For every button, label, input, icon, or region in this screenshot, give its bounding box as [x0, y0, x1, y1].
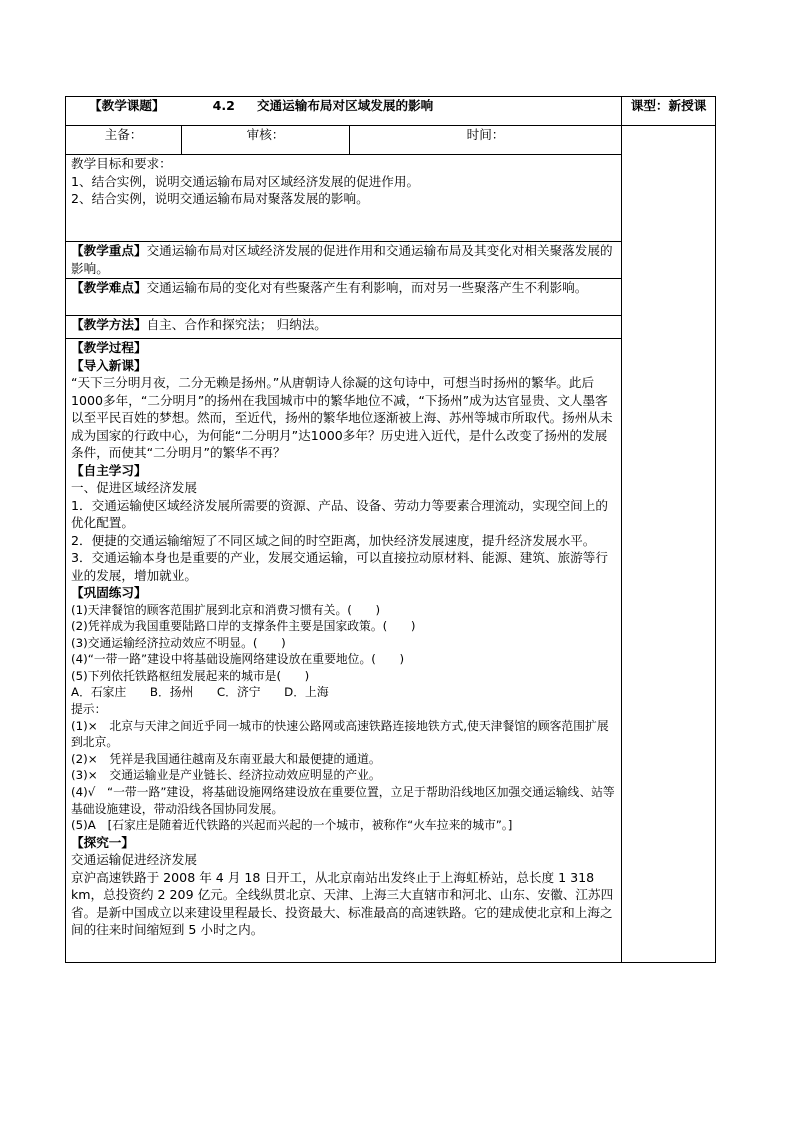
reviewer-label: 审核： [246, 127, 285, 142]
explore-title: 交通运输促进经济发展 [71, 852, 197, 868]
lesson-type: 课型：新授课 [630, 98, 707, 113]
section-one-heading: 一、促进区域经济发展 [71, 480, 197, 495]
self-study-label: 【自主学习】 [71, 462, 147, 478]
study-point: 3．交通运输本身也是重要的产业，发展交通运输，可以直接拉动原材料、能源、建筑、旅游等行业的发展，增加就业。 [71, 550, 608, 583]
hint-item: (4)√ “一带一路”建设，将基础设施网络建设放在重要位置，立足于帮助沿线地区加强交通运输线、站等基础设施建设，带动沿线各国协同发展。 [71, 785, 615, 816]
main-preparer-cell [66, 126, 182, 155]
key-points-label: 【教学重点】 [71, 243, 147, 258]
process-row [66, 339, 716, 963]
title-row [66, 97, 716, 126]
time-label: 时间： [466, 127, 505, 142]
explore-label: 【探究一】 [71, 834, 134, 850]
time-cell [350, 126, 622, 155]
practice-options: A．石家庄 B．扬州 C．济宁 D．上海 [71, 685, 329, 700]
main-preparer-label: 主备： [104, 127, 143, 142]
difficult-points-text: 交通运输布局的变化对有些聚落产生有利影响，而对另一些聚落产生不利影响。 [146, 280, 588, 295]
practice-question: (2)凭祥成为我国重要陆路口岸的支撑条件主要是国家政策。( ) [71, 619, 416, 634]
process-label: 【教学过程】 [71, 340, 147, 355]
lesson-plan-table [65, 96, 716, 963]
intro-label: 【导入新课】 [71, 357, 147, 373]
practice-label: 【巩固练习】 [71, 585, 147, 600]
methods-text: 自主、合作和探究法； 归纳法。 [146, 317, 327, 332]
objectives-cell [66, 155, 622, 242]
explore-text: 京沪高速铁路于 2008 年 4 月 18 日开工，从北京南站出发终止于上海虹桥站，总长度 1 318 km，总投资约 2 209 亿元。全线纵贯北京、天津、上海三大直辖市和河北、山东、安徽、江苏四省。是新中国成立以来建设里程最长、投资最大、标准最高的高速铁路。它的建成使北京和上海之间的往来时间缩短到 5 小时之内。 [71, 869, 614, 938]
difficult-points-cell [66, 279, 622, 316]
topic-label: 【教学课题】 [89, 98, 165, 113]
study-point: 2．便捷的交通运输缩短了不同区域之间的时空距离，加快经济发展速度，提升经济发展水平。 [71, 532, 596, 548]
process-cell [66, 339, 622, 963]
practice-question: (5)下列依托铁路枢纽发展起来的城市是( ) [71, 668, 310, 683]
reviewer-cell [182, 126, 350, 155]
hint-item: (3)× 交通运输业是产业链长、经济拉动效应明显的产业。 [71, 768, 381, 783]
lesson-type-cell [622, 97, 716, 126]
hint-label: 提示： [71, 702, 107, 717]
intro-text: “天下三分明月夜，二分无赖是扬州。”从唐朝诗人徐凝的这句诗中，可想当时扬州的繁华。此后1000多年，“二分明月”的扬州在我国城市中的繁华地位不减，“下扬州”成为达官显贵、文人墨客以至平民百姓的梦想。然而，至近代，扬州的繁华地位逐渐被上海、苏州等城市所取代。扬州从未成为国家的行政中心，为何能“二分明月”达1000多年？历史进入近代，是什么改变了扬州的发展条件，而使其“二分明月”的繁华不再？ [71, 375, 613, 460]
hint-item: (1)× 北京与天津之间近乎同一城市的快速公路网或高速铁路连接地铁方式,使天津餐馆的顾客范围扩展到北京。 [71, 718, 609, 750]
difficult-points-label: 【教学难点】 [71, 280, 147, 295]
side-notes-cell [622, 126, 716, 963]
study-point: 1．交通运输使区域经济发展所需要的资源、产品、设备、劳动力等要素合理流动，实现空间上的优化配置。 [71, 497, 608, 530]
key-points-text: 交通运输布局对区域经济发展的促进作用和交通运输布局及其变化对相关聚落发展的影响。 [71, 243, 613, 276]
practice-question: (3)交通运输经济拉动效应不明显。( ) [71, 635, 286, 650]
difficult-points-row [66, 279, 716, 316]
objective-item: 1、结合实例，说明交通运输布局对区域经济发展的促进作用。 [71, 173, 420, 189]
methods-row [66, 316, 716, 339]
methods-label: 【教学方法】 [71, 317, 147, 332]
key-points-cell [66, 242, 622, 279]
hint-item: (2)× 凭祥是我国通往越南及东南亚最大和最便捷的通道。 [71, 751, 381, 766]
hint-item: (5)A [石家庄是随着近代铁路的兴起而兴起的一个城市，被称作“火车拉来的城市”。] [71, 818, 513, 833]
methods-cell [66, 316, 622, 339]
key-points-row [66, 242, 716, 279]
objectives-heading: 教学目标和要求： [71, 156, 172, 171]
objectives-row [66, 155, 716, 242]
objective-item: 2、结合实例，说明交通运输布局对聚落发展的影响。 [71, 191, 369, 206]
topic-title: 交通运输布局对区域发展的影响 [256, 98, 434, 113]
topic-number: 4.2 [212, 98, 235, 113]
staff-row [66, 126, 716, 155]
practice-question: (1)天津餐馆的顾客范围扩展到北京和消费习惯有关。( ) [71, 602, 381, 617]
topic-cell [66, 97, 622, 126]
practice-question: (4)“一带一路”建设中将基础设施网络建设放在重要地位。( ) [71, 652, 405, 667]
